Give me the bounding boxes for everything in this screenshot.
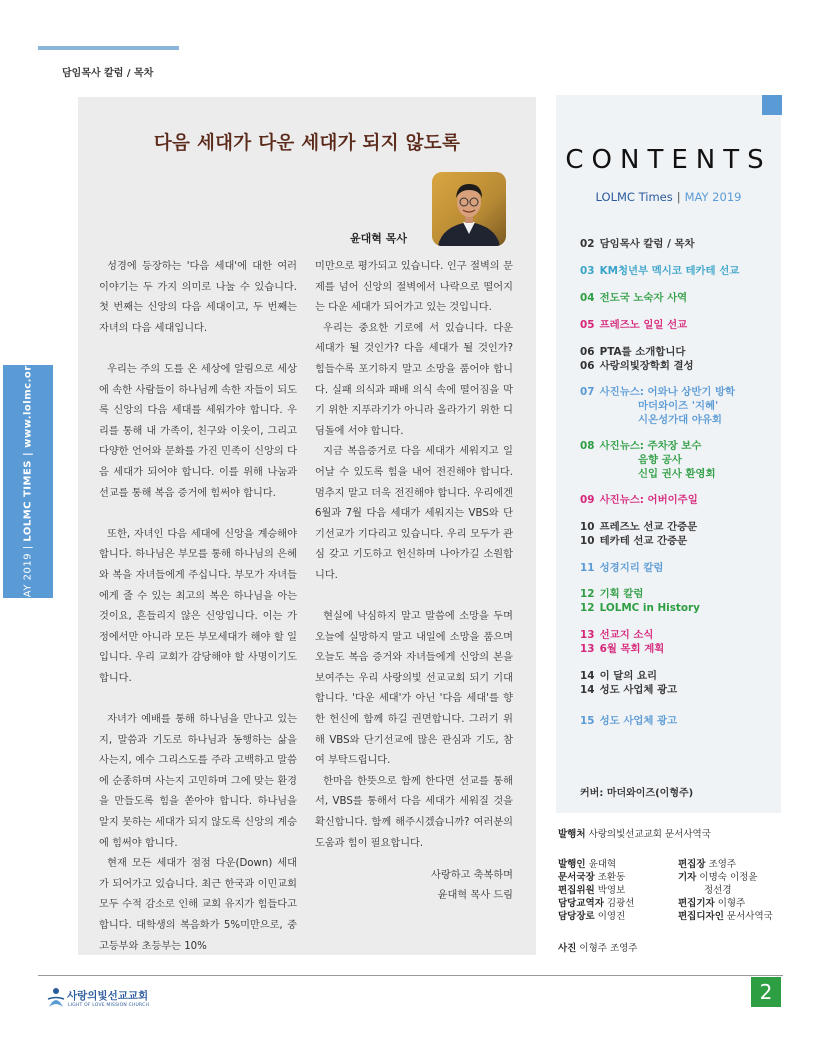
contents-panel xyxy=(556,95,781,813)
toc-title: KM청년부 멕시코 테카테 선교 xyxy=(599,265,740,277)
credit-row: 문서국장 조환동 xyxy=(558,872,626,883)
cover-credit: 커버: 마더와이즈(이형주) xyxy=(580,788,694,799)
header-rule xyxy=(38,46,179,50)
paragraph: 우리는 중요한 기로에 서 있습니다. 다운 세대가 될 것인가? 다음 세대가 될 것인가? 힘들수록 포기하지 말고 소망을 품어야 합니다. 실패 의식과 패배 의식 속에 떨어짐을 막기 위한 지푸라기가 아니라 올라가기 위한 디딤돌에 서야 합니다. xyxy=(315,322,513,437)
toc-title: 사랑의빛장학회 결성 xyxy=(599,360,694,372)
subtitle-separator: | xyxy=(676,190,681,204)
toc-item xyxy=(580,291,687,305)
toc-title: 6월 목회 계획 xyxy=(599,643,665,655)
paragraph: 성경에 등장하는 '다음 세대'에 대한 여러 이야기는 두 가지 의미로 나눌 수 있습니다. 첫 번째는 신앙의 다음 세대이고, 두 번째는 자녀의 다음 세대입니다. xyxy=(99,261,297,334)
logo-text: 사랑의빛선교교회 xyxy=(67,990,149,1002)
credit-row: 담당장로 이영진 xyxy=(558,911,626,922)
issue-date: MAY 2019 xyxy=(684,190,742,204)
toc-page-number: 03 xyxy=(580,265,595,277)
toc-page-number: 06 xyxy=(580,346,595,358)
paragraph: 또한, 자녀인 다음 세대에 신앙을 계승해야 합니다. 하나님은 부모를 통해 하나님의 은혜와 복을 자녀들에게 주십니다. 부모가 자녀들에게 줄 수 있는 최고의 복은 하나님을 아는 것이요, 흔들리지 않은 신앙입니다. 이는 가정에서만 아니라 모든 부모세대가 해야 할 일입니다. 우리 교회가 감당해야 할 사명이기도 합니다. xyxy=(99,528,297,684)
toc-subtitle: 신입 권사 환영회 xyxy=(638,468,716,480)
toc-page-number: 09 xyxy=(580,494,595,506)
toc-title: 프레즈노 일일 선교 xyxy=(599,319,688,331)
toc-title: LOLMC in History xyxy=(599,602,700,614)
toc-item xyxy=(580,345,685,359)
church-logo-icon xyxy=(47,987,65,1009)
toc-title: PTA를 소개합니다 xyxy=(599,346,686,358)
closing-signature: 윤대혁 목사 드림 xyxy=(437,890,513,902)
toc-page-number: 14 xyxy=(580,670,595,682)
paragraph: 현재 모든 세대가 점점 다운(Down) 세대가 되어가고 있습니다. 최근 한국과 이민교회 모두 수적 감소로 인해 교회 유지가 힘들다고 합니다. 대학생의 복음화가 5%미만으로, 중고등부와 초등부는 10% xyxy=(99,858,297,952)
contents-title: CONTENTS xyxy=(565,145,772,175)
toc-item xyxy=(580,561,663,575)
logo-subtext: LIGHT OF LOVE MISSION CHURCH xyxy=(68,1003,150,1008)
author-photo xyxy=(432,172,506,246)
toc-page-number: 05 xyxy=(580,319,595,331)
toc-title: 사진뉴스: 어버이주일 xyxy=(599,494,698,506)
toc-title: 프레즈노 선교 간증문 xyxy=(599,521,698,533)
toc-item xyxy=(580,669,657,683)
column-article xyxy=(78,97,536,955)
toc-item xyxy=(580,359,694,373)
paragraph: 현실에 낙심하지 말고 말씀에 소망을 두며 오늘에 실망하지 말고 내일에 소망을 품으며 오늘도 복음 증거와 자녀들에게 신앙의 본을 보여주는 우리 사랑의빛 선교교회 되기 기대합니다. '다운 세대'가 아닌 '다음 세대'를 향한 헌신에 함께 하길 권면합니다. 그러기 위해 VBS와 단기선교에 많은 관심과 기도, 참여 부탁드립니다. xyxy=(315,611,513,767)
toc-page-number: 14 xyxy=(580,684,595,696)
publication-name: LOLMC Times xyxy=(595,190,673,204)
contents-accent xyxy=(762,95,782,115)
toc-page-number: 02 xyxy=(580,238,595,250)
toc-page-number: 04 xyxy=(580,292,595,304)
publisher-credit: 발행처 사랑의빛선교교회 문서사역국 xyxy=(558,829,711,840)
credit-row: 편집장 조영주 xyxy=(678,859,737,870)
toc-page-number: 13 xyxy=(580,629,595,641)
toc-item xyxy=(580,439,716,481)
paragraph: 지금 복음증거로 다음 세대가 세워지고 일어날 수 있도록 힘을 내어 전진해야 합니다. 멈추지 말고 더욱 전진해야 합니다. 우리에겐 6월과 7월 다음 세대가 세워지는 VBS와 단기선교가 기다리고 있습니다. 우리 모두가 관심 갖고 기도하고 헌신하며 나아가길 소원합니다. xyxy=(315,446,513,581)
toc-item xyxy=(580,642,664,656)
toc-item xyxy=(580,601,700,615)
toc-subtitle: 마더와이즈 '지혜' xyxy=(638,400,719,412)
toc-item xyxy=(580,385,735,427)
article-column-left xyxy=(99,257,297,957)
toc-item xyxy=(580,264,739,278)
toc-page-number: 12 xyxy=(580,602,595,614)
toc-title: 사진뉴스: 주차장 보수 xyxy=(599,440,702,452)
toc-title: 성경지리 칼럼 xyxy=(599,562,664,574)
toc-title: 기획 칼럼 xyxy=(599,588,644,600)
church-logo xyxy=(47,987,187,1013)
toc-page-number: 07 xyxy=(580,386,595,398)
toc-page-number: 06 xyxy=(580,360,595,372)
toc-title: 전도국 노숙자 사역 xyxy=(599,292,688,304)
side-tab xyxy=(3,357,53,606)
toc-title: 성도 사업체 광고 xyxy=(599,684,678,696)
toc-page-number: 12 xyxy=(580,588,595,600)
toc-item xyxy=(580,714,677,728)
credit-row: 발행인 윤대혁 xyxy=(558,859,617,870)
toc-page-number: 10 xyxy=(580,521,595,533)
toc-page-number: 13 xyxy=(580,643,595,655)
toc-page-number: 10 xyxy=(580,535,595,547)
footer-rule xyxy=(38,975,783,976)
toc-item xyxy=(580,520,697,534)
toc-page-number: 11 xyxy=(580,562,595,574)
toc-item xyxy=(580,534,687,548)
paragraph: 한마음 한뜻으로 함께 한다면 선교를 통해서, VBS를 통해서 다음 세대가 세워질 것을 확신합니다. 함께 해주시겠습니까? 여러분의 도움과 힘이 필요합니다. xyxy=(315,775,513,849)
toc-title: 사진뉴스: 어와나 상반기 방학 xyxy=(599,386,736,398)
toc-title: 테카테 선교 간증문 xyxy=(599,535,688,547)
paragraph: 미만으로 평가되고 있습니다. 인구 절벽의 문제를 넘어 신앙의 절벽에서 나락으로 떨어지는 다운 세대가 되어가고 있는 것입니다. xyxy=(315,261,513,314)
credit-row: 편집위원 박영보 xyxy=(558,885,626,896)
toc-item xyxy=(580,628,653,642)
toc-title: 이 달의 요리 xyxy=(599,670,658,682)
credit-row: 담당교역자 김광선 xyxy=(558,898,635,909)
paragraph: 자녀가 예배를 통해 하나님을 만나고 있는지, 말씀과 기도로 하나님과 동행하는 삶을 사는지, 예수 그리스도를 주라 고백하고 말씀에 순종하며 사는지 고민하며 그에 맞는 환경을 만들도록 힘을 쏟아야 합니다. 하나님을 알지 못하는 세대가 되지 않도록 신앙의 계승에 힘써야 합니다. xyxy=(99,714,297,849)
credit-row: 정선경 xyxy=(704,885,732,896)
credit-row: 기자 이명숙 이정윤 xyxy=(678,872,758,883)
credit-row: 편집디자인 문서사역국 xyxy=(678,911,773,922)
side-tab-text: MAY 2019 | LOLMC TIMES | www.lolmc.org xyxy=(22,357,34,606)
article-title: 다음 세대가 다운 세대가 되지 않도록 xyxy=(153,133,461,154)
toc-item xyxy=(580,318,687,332)
article-column-right xyxy=(315,257,513,906)
contents-subtitle xyxy=(556,190,781,204)
toc-item xyxy=(580,493,698,507)
photo-credit: 사진 이형주 조영주 xyxy=(558,943,638,954)
closing-greeting: 사랑하고 축복하며 xyxy=(431,870,513,882)
article-author: 윤대혁 목사 xyxy=(350,232,407,245)
toc-item xyxy=(580,683,677,697)
toc-item xyxy=(580,587,643,601)
credit-row: 편집기자 이형주 xyxy=(678,898,746,909)
toc-title: 선교지 소식 xyxy=(599,629,654,641)
toc-subtitle: 시온성가대 야유회 xyxy=(638,414,722,426)
toc-title: 성도 사업체 광고 xyxy=(599,715,678,727)
toc-page-number: 15 xyxy=(580,715,595,727)
toc-page-number: 08 xyxy=(580,440,595,452)
toc-subtitle: 음향 공사 xyxy=(638,454,682,466)
toc-title: 담임목사 칼럼 / 목차 xyxy=(599,238,695,250)
section-label: 담임목사 칼럼 / 목차 xyxy=(62,68,154,79)
paragraph: 우리는 주의 도를 온 세상에 알림으로 세상에 속한 사람들이 하나님께 속한 자들이 되도록 신앙의 다음 세대를 세워가야 합니다. 우리를 통해 내 가족이, 친구와 이웃이, 그리고 다양한 언어와 문화를 가진 민족이 신앙의 다음 세대가 되어야 합니다. 이를 위해 나눔과 선교를 통해 복음 증거에 힘써야 합니다. xyxy=(99,363,297,499)
page-number: 2 xyxy=(751,977,781,1007)
toc-item xyxy=(580,237,695,251)
